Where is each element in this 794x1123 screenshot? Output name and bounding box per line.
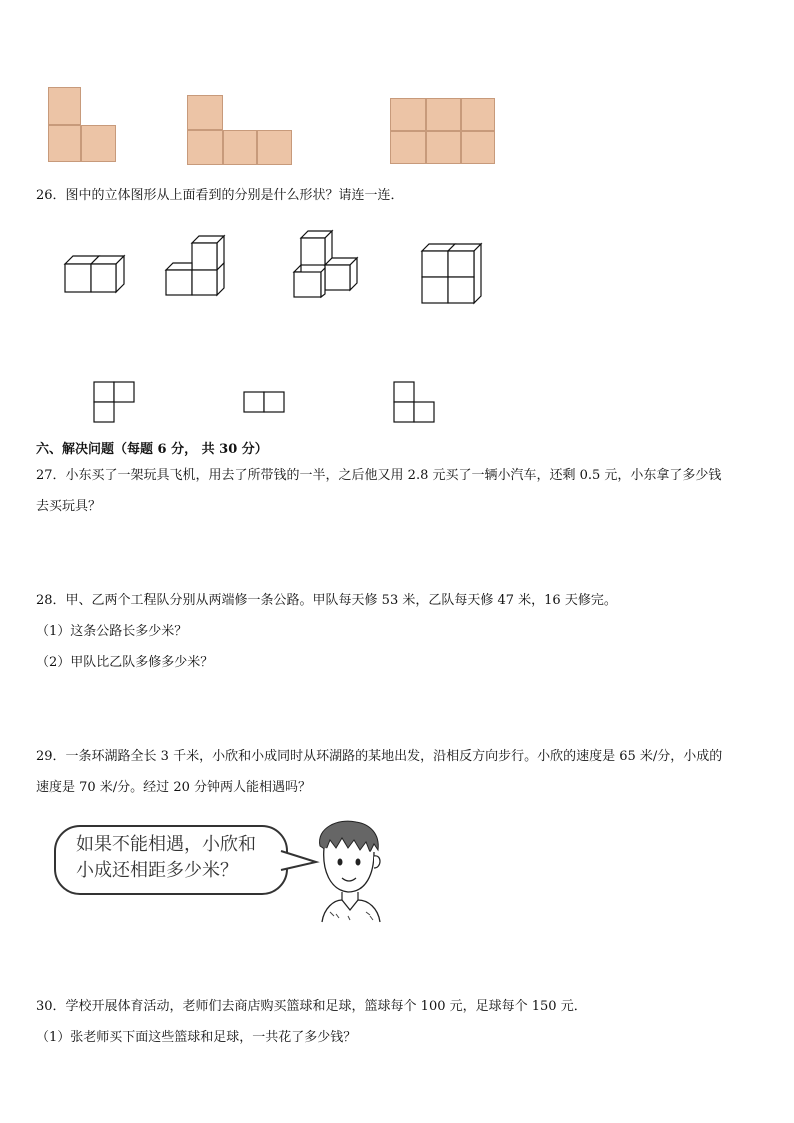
speech-bubble-line-2: 小成还相距多少米？ (76, 860, 238, 881)
tile (48, 87, 81, 125)
question-26-text: 26．图中的立体图形从上面看到的分别是什么形状？请连一连． (36, 188, 404, 203)
tile (81, 125, 116, 162)
cube-figure-1 (60, 245, 130, 297)
question-28-sub-1: （1）这条公路长多少米？ (36, 624, 188, 639)
tile (187, 130, 223, 165)
question-28-text: 28．甲、乙两个工程队分别从两端修一条公路。甲队每天修 53 米，乙队每天修 47 米，16 天修完。 (36, 593, 617, 608)
top-view-shape-3 (392, 380, 438, 424)
question-28-sub-2: （2）甲队比乙队多修多少米？ (36, 655, 214, 670)
tile (223, 130, 257, 165)
question-29-line-1: 29．一条环湖路全长 3 千米，小欣和小成同时从环湖路的某地出发，沿相反方向步行。小欣的速度是 65 米/分，小成的 (36, 749, 723, 764)
tile (390, 131, 426, 164)
tile (426, 131, 461, 164)
boy-illustration (308, 818, 388, 926)
tile (461, 98, 495, 131)
tile (426, 98, 461, 131)
cube-figure-2 (163, 233, 228, 299)
question-27-line-1: 27．小东买了一架玩具飞机，用去了所带钱的一半，之后他又用 2.8 元买了一辆小汽车，还剩 0.5 元，小东拿了多少钱 (36, 468, 722, 483)
question-27-line-2: 去买玩具？ (36, 499, 102, 514)
top-view-shape-2 (242, 390, 288, 415)
tile (461, 131, 495, 164)
tile (187, 95, 223, 130)
cube-figure-4 (418, 240, 486, 306)
question-29-line-2: 速度是 70 米/分。经过 20 分钟两人能相遇吗？ (36, 780, 311, 795)
top-view-shape-1 (92, 380, 138, 424)
speech-bubble-line-1: 如果不能相遇，小欣和 (76, 834, 256, 855)
section-6-title: 六、解决问题（每题 6 分， 共 30 分） (36, 442, 268, 457)
cube-figure-3 (290, 228, 362, 300)
tile (257, 130, 292, 165)
tile (48, 125, 81, 162)
question-30-sub-1: （1）张老师买下面这些篮球和足球，一共花了多少钱？ (36, 1030, 357, 1045)
question-30-text: 30．学校开展体育活动，老师们去商店购买篮球和足球，篮球每个 100 元，足球每个 150 元． (36, 999, 587, 1014)
tile (390, 98, 426, 131)
